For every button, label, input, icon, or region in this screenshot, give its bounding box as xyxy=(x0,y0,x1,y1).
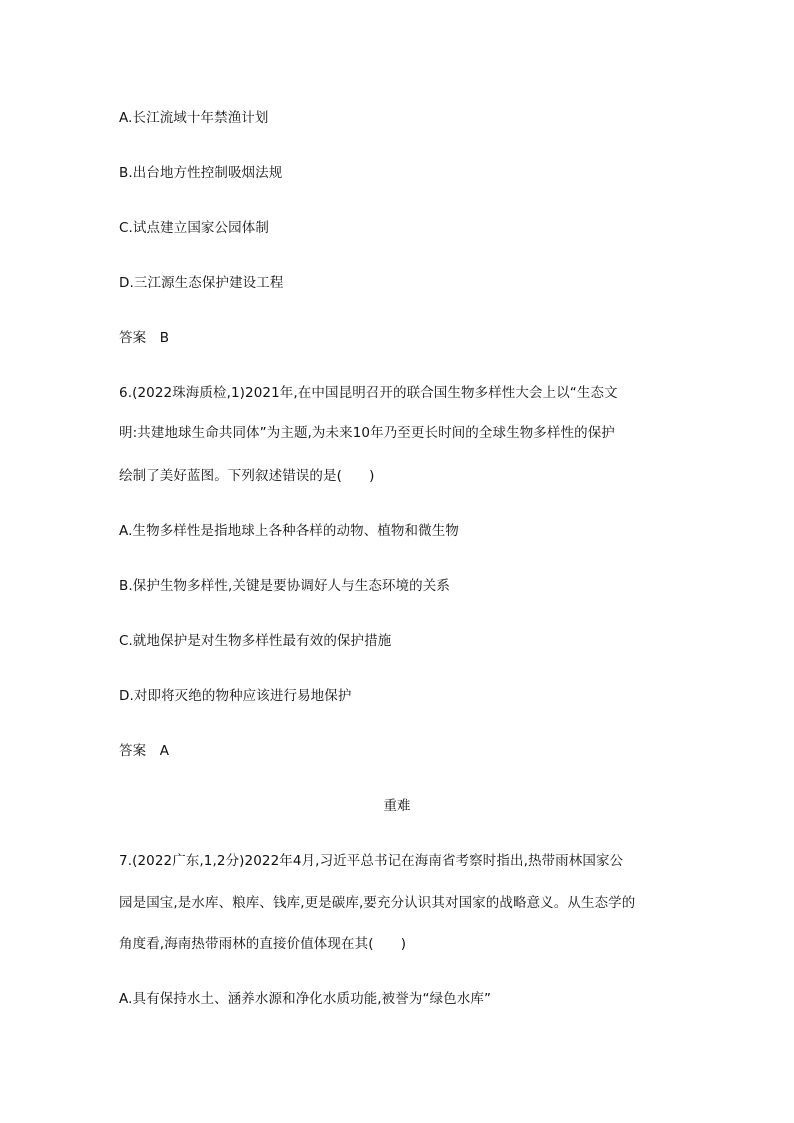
q5-answer: 答案 B xyxy=(119,330,170,346)
q7-option-a: A.具有保持水土、涵养水源和净化水质功能,被誉为“绿色水库” xyxy=(119,991,492,1007)
q7-stem-line-2: 园是国宝,是水库、粮库、钱库,更是碳库,要充分认识其对国家的战略意义。从生态学的 xyxy=(119,895,636,911)
q6-stem-line-3: 绘制了美好蓝图。下列叙述错误的是( ) xyxy=(119,468,375,484)
q6-option-a: A.生物多样性是指地球上各种各样的动物、植物和微生物 xyxy=(119,523,459,539)
q6-option-d: D.对即将灭绝的物种应该进行易地保护 xyxy=(119,688,352,704)
q5-option-a: A.长江流域十年禁渔计划 xyxy=(119,110,269,126)
q5-option-d: D.三江源生态保护建设工程 xyxy=(119,275,284,291)
q7-stem-line-3: 角度看,海南热带雨林的直接价值体现在其( ) xyxy=(119,936,407,952)
q5-option-c: C.试点建立国家公园体制 xyxy=(119,220,269,236)
q6-option-b: B.保护生物多样性,关键是要协调好人与生态环境的关系 xyxy=(119,578,450,594)
q6-stem-line-1: 6.(2022珠海质检,1)2021年,在中国昆明召开的联合国生物多样性大会上以“生态文 xyxy=(119,385,618,401)
q6-stem-line-2: 明:共建地球生命共同体”为主题,为未来10年乃至更长时间的全球生物多样性的保护 xyxy=(119,425,615,441)
section-title: 重难 xyxy=(383,798,411,814)
q6-answer: 答案 A xyxy=(119,743,170,759)
q6-option-c: C.就地保护是对生物多样性最有效的保护措施 xyxy=(119,633,392,649)
q5-option-b: B.出台地方性控制吸烟法规 xyxy=(119,165,283,181)
q7-stem-line-1: 7.(2022广东,1,2分)2022年4月,习近平总书记在海南省考察时指出,热带雨林国家公 xyxy=(119,853,624,869)
